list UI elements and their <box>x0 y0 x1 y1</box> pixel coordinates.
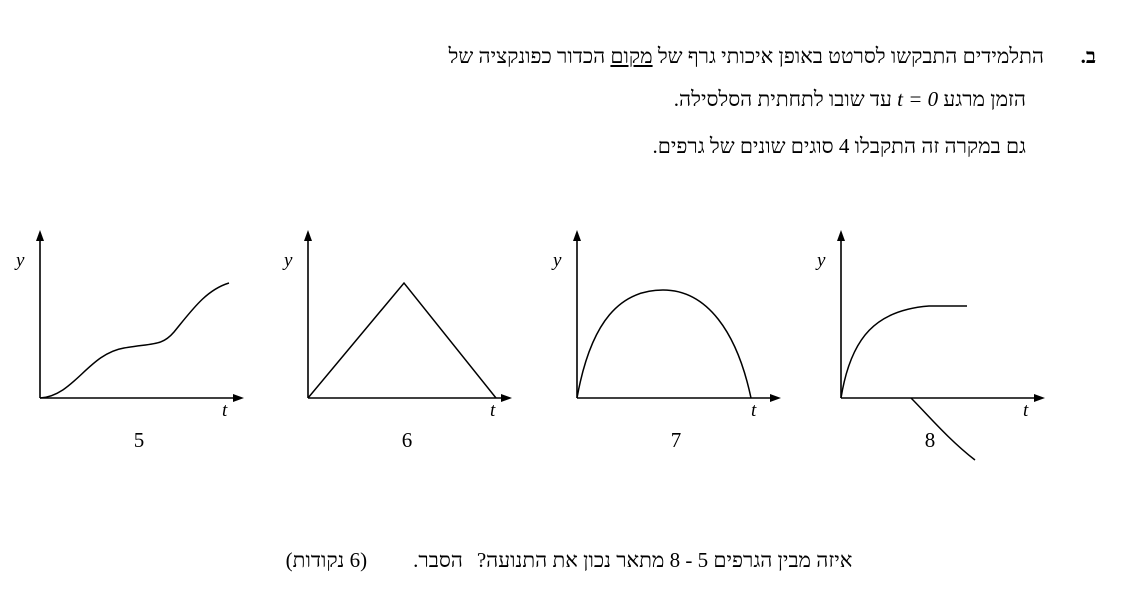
graphs-row <box>0 228 1138 478</box>
question-line-2-part1: הזמן מרגע <box>938 86 1026 111</box>
question-line-1-part2: הכדור כפונקציה של <box>448 44 611 68</box>
bottom-question-text: איזה מבין הגרפים 5 - 8 מתאר נכון את התנועה? <box>476 548 853 572</box>
graph-7-curve <box>577 290 751 398</box>
graph-6-x-arrow <box>501 394 512 402</box>
question-line-2-part2: עד שובו לתחתית הסלסילה. <box>673 86 898 111</box>
graph-7-y-arrow <box>573 230 581 241</box>
graph-5-x-arrow <box>233 394 244 402</box>
graph-6-y-label: y <box>284 250 293 271</box>
question-block <box>76 36 1096 167</box>
question-line-2 <box>76 79 1026 120</box>
graph-7-y-label: y <box>553 250 562 271</box>
graph-5 <box>14 228 264 478</box>
graph-8-x-arrow <box>1034 394 1045 402</box>
graph-5-y-arrow <box>36 230 44 241</box>
graph-8-curve-upper <box>841 306 967 398</box>
graph-5-y-label: y <box>16 250 25 271</box>
bottom-points-text: (6 נקודות) <box>285 548 368 572</box>
graph-7-number: 7 <box>670 428 682 452</box>
graph-7 <box>551 228 801 478</box>
graph-8-y-label: y <box>817 250 826 271</box>
question-line-2-math: t = 0 <box>897 86 939 111</box>
question-marker: ב. <box>1080 44 1096 68</box>
bottom-question-line <box>0 548 1138 573</box>
graph-6-y-arrow <box>304 230 312 241</box>
graph-7-x-label: t <box>751 400 757 421</box>
graph-8-y-arrow <box>837 230 845 241</box>
graph-7-x-arrow <box>770 394 781 402</box>
graph-6-number: 6 <box>401 428 413 452</box>
question-line-1-part1: התלמידים התבקשו לסרטט באופן איכותי גרף של <box>652 44 1044 68</box>
question-line-1-underlined: מקום <box>610 44 653 68</box>
graph-6 <box>282 228 532 478</box>
graph-5-number: 5 <box>133 428 145 452</box>
question-line-1 <box>76 36 1096 77</box>
graph-6-x-label: t <box>490 400 496 421</box>
graph-6-curve <box>308 283 496 398</box>
graph-5-x-label: t <box>222 400 228 421</box>
graph-5-curve <box>40 283 229 398</box>
bottom-explain-text: הסבר. <box>413 548 463 572</box>
graph-8-number: 8 <box>924 428 936 452</box>
question-line-3: גם במקרה זה התקבלו 4 סוגים שונים של גרפים. <box>652 133 1026 158</box>
graph-8 <box>815 228 1065 478</box>
graph-8-x-label: t <box>1023 400 1029 421</box>
bottom-question-inner <box>286 548 853 573</box>
question-line-1-text <box>449 36 1044 77</box>
